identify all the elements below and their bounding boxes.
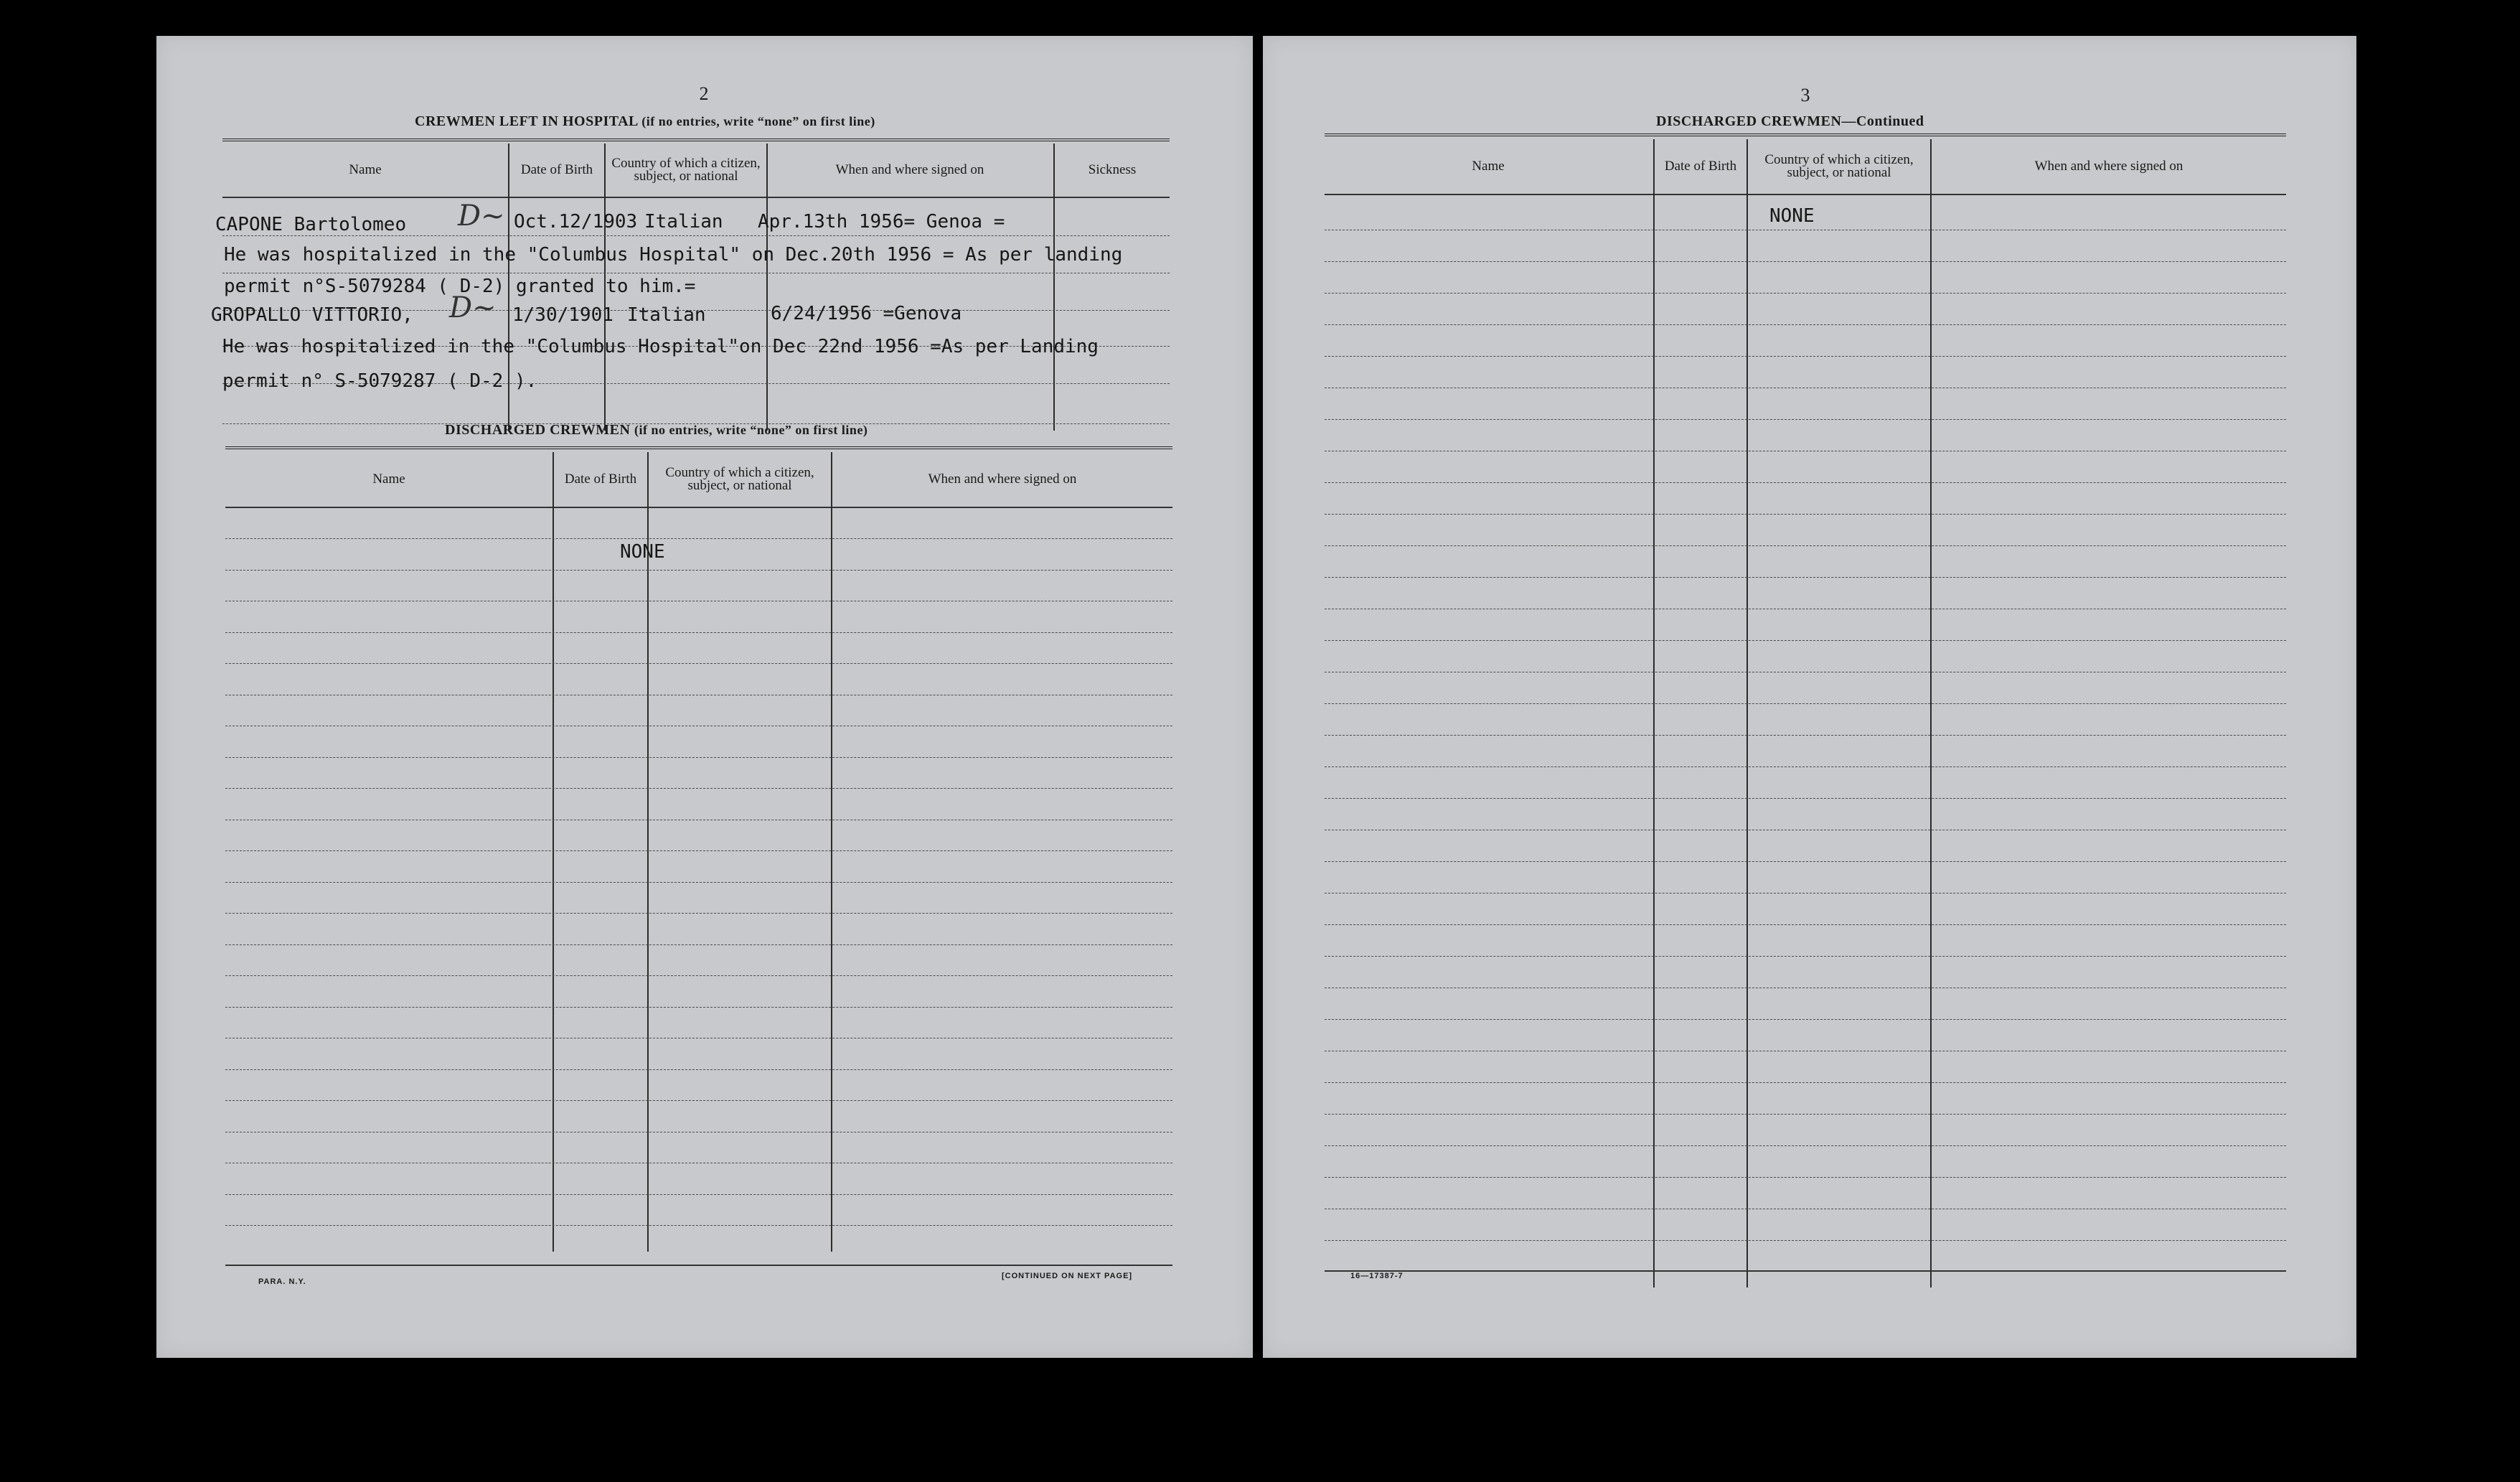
entry1-dob: Oct.12/1903: [514, 211, 638, 233]
footer-printer: PARA. N.Y.: [258, 1277, 306, 1286]
entry1-name: CAPONE Bartolomeo: [215, 214, 407, 235]
table-top-rule: [222, 139, 1170, 141]
table-bottom-rule: [1325, 1270, 2286, 1272]
row-line: [1325, 703, 2286, 704]
row-line: [1325, 956, 2286, 957]
header-bottom-rule: [222, 197, 1170, 198]
header-bottom-rule: [1325, 194, 2286, 195]
row-line: [1325, 261, 2286, 262]
left-page: [156, 36, 1253, 1358]
column-divider: [1746, 139, 1748, 1288]
col-header-dob: Date of Birth: [564, 472, 637, 487]
row-line: [225, 757, 1172, 758]
row-line: [225, 975, 1172, 976]
hospital-title-note: (if no entries, write “none” on first line): [641, 114, 875, 128]
row-line: [1325, 1019, 2286, 1020]
col-header-sickness: Sickness: [1088, 162, 1137, 177]
table-top-rule: [225, 446, 1172, 449]
row-line: [1325, 924, 2286, 925]
col-header-signed: When and where signed on: [2034, 159, 2183, 174]
table-top-rule: [1325, 133, 2286, 136]
row-line: [225, 1069, 1172, 1070]
col-header-name: Name: [372, 472, 405, 487]
row-line: [1325, 577, 2286, 578]
right-page: [1263, 36, 2356, 1358]
handwritten-annotation: D~: [458, 200, 505, 233]
col-header-name: Name: [1472, 159, 1505, 174]
row-line: [1325, 893, 2286, 894]
discharged-none-entry: NONE: [620, 541, 665, 563]
row-line: [225, 1100, 1172, 1101]
entry2-country: Italian: [627, 304, 706, 326]
row-line: [1325, 545, 2286, 546]
row-line: [1325, 1114, 2286, 1115]
col-header-country: Country of which a citizen, subject, or national: [665, 465, 814, 493]
column-divider: [1930, 139, 1932, 1288]
row-line: [225, 944, 1172, 945]
row-line: [225, 1007, 1172, 1008]
row-line: [225, 850, 1172, 851]
header-bottom-rule: [225, 507, 1172, 508]
hospital-title-text: CREWMEN LEFT IN HOSPITAL: [415, 113, 638, 129]
row-line: [1325, 735, 2286, 736]
footer-form-number: 16—17387-7: [1350, 1272, 1404, 1280]
col-header-signed: When and where signed on: [835, 162, 984, 177]
row-line: [1325, 640, 2286, 641]
row-line: [1325, 419, 2286, 420]
column-divider: [1653, 139, 1655, 1288]
row-line: [225, 1225, 1172, 1226]
discharged-section-title: [445, 422, 868, 438]
discharged-title-text: DISCHARGED CREWMEN: [445, 422, 631, 438]
row-line: [225, 913, 1172, 914]
discharged-title-note: (if no entries, write “none” on first line): [634, 423, 868, 437]
col-header-dob: Date of Birth: [520, 162, 593, 177]
row-line: [225, 570, 1172, 571]
col-header-country: Country of which a citizen, subject, or national: [1764, 152, 1914, 180]
row-line: [1325, 324, 2286, 325]
row-line: [222, 235, 1170, 236]
row-line: [1325, 861, 2286, 862]
row-line: [225, 538, 1172, 539]
col-header-name: Name: [349, 162, 382, 177]
row-line: [1325, 1145, 2286, 1146]
footer-continued: [CONTINUED ON NEXT PAGE]: [1002, 1272, 1133, 1280]
row-line: [1325, 356, 2286, 357]
row-line: [1325, 482, 2286, 483]
row-line: [225, 1194, 1172, 1195]
entry2-signed: 6/24/1956 =Genova: [771, 303, 962, 324]
entry1-signed: Apr.13th 1956= Genoa =: [758, 211, 1005, 233]
row-line: [225, 788, 1172, 789]
row-line: [1325, 766, 2286, 767]
entry1-note-line1: He was hospitalized in the "Columbus Hospital" on Dec.20th 1956 = As per landing: [224, 244, 1123, 266]
entry1-note-line2: permit n°S-5079284 ( D-2) granted to him.=: [224, 276, 696, 297]
entry2-dob: 1/30/1901: [512, 304, 613, 326]
table-bottom-rule: [225, 1265, 1172, 1266]
row-line: [1325, 293, 2286, 294]
row-line: [225, 663, 1172, 664]
entry2-name: GROPALLO VITTORIO,: [211, 304, 413, 326]
hospital-section-title: [415, 113, 875, 130]
page-number: 3: [1800, 85, 1810, 105]
row-line: [1325, 1240, 2286, 1241]
row-line: [1325, 798, 2286, 799]
row-line: [225, 632, 1172, 633]
row-line: [1325, 514, 2286, 515]
row-line: [1325, 1177, 2286, 1178]
entry1-country: Italian: [644, 211, 723, 233]
row-line: [1325, 1082, 2286, 1083]
col-header-signed: When and where signed on: [928, 472, 1077, 487]
row-line: [225, 882, 1172, 883]
col-header-country: Country of which a citizen, subject, or national: [611, 156, 761, 184]
entry2-note-line1: He was hospitalized in the "Columbus Hospital"on Dec 22nd 1956 =As per Landing: [222, 336, 1099, 357]
discharged-continued-none-entry: NONE: [1769, 205, 1815, 227]
discharged-continued-title: DISCHARGED CREWMEN—Continued: [1656, 113, 1924, 129]
page-number: 2: [699, 83, 709, 104]
handwritten-annotation: D~: [449, 291, 497, 324]
col-header-dob: Date of Birth: [1664, 159, 1737, 174]
entry2-note-line2: permit n° S-5079287 ( D-2 ).: [222, 370, 537, 392]
